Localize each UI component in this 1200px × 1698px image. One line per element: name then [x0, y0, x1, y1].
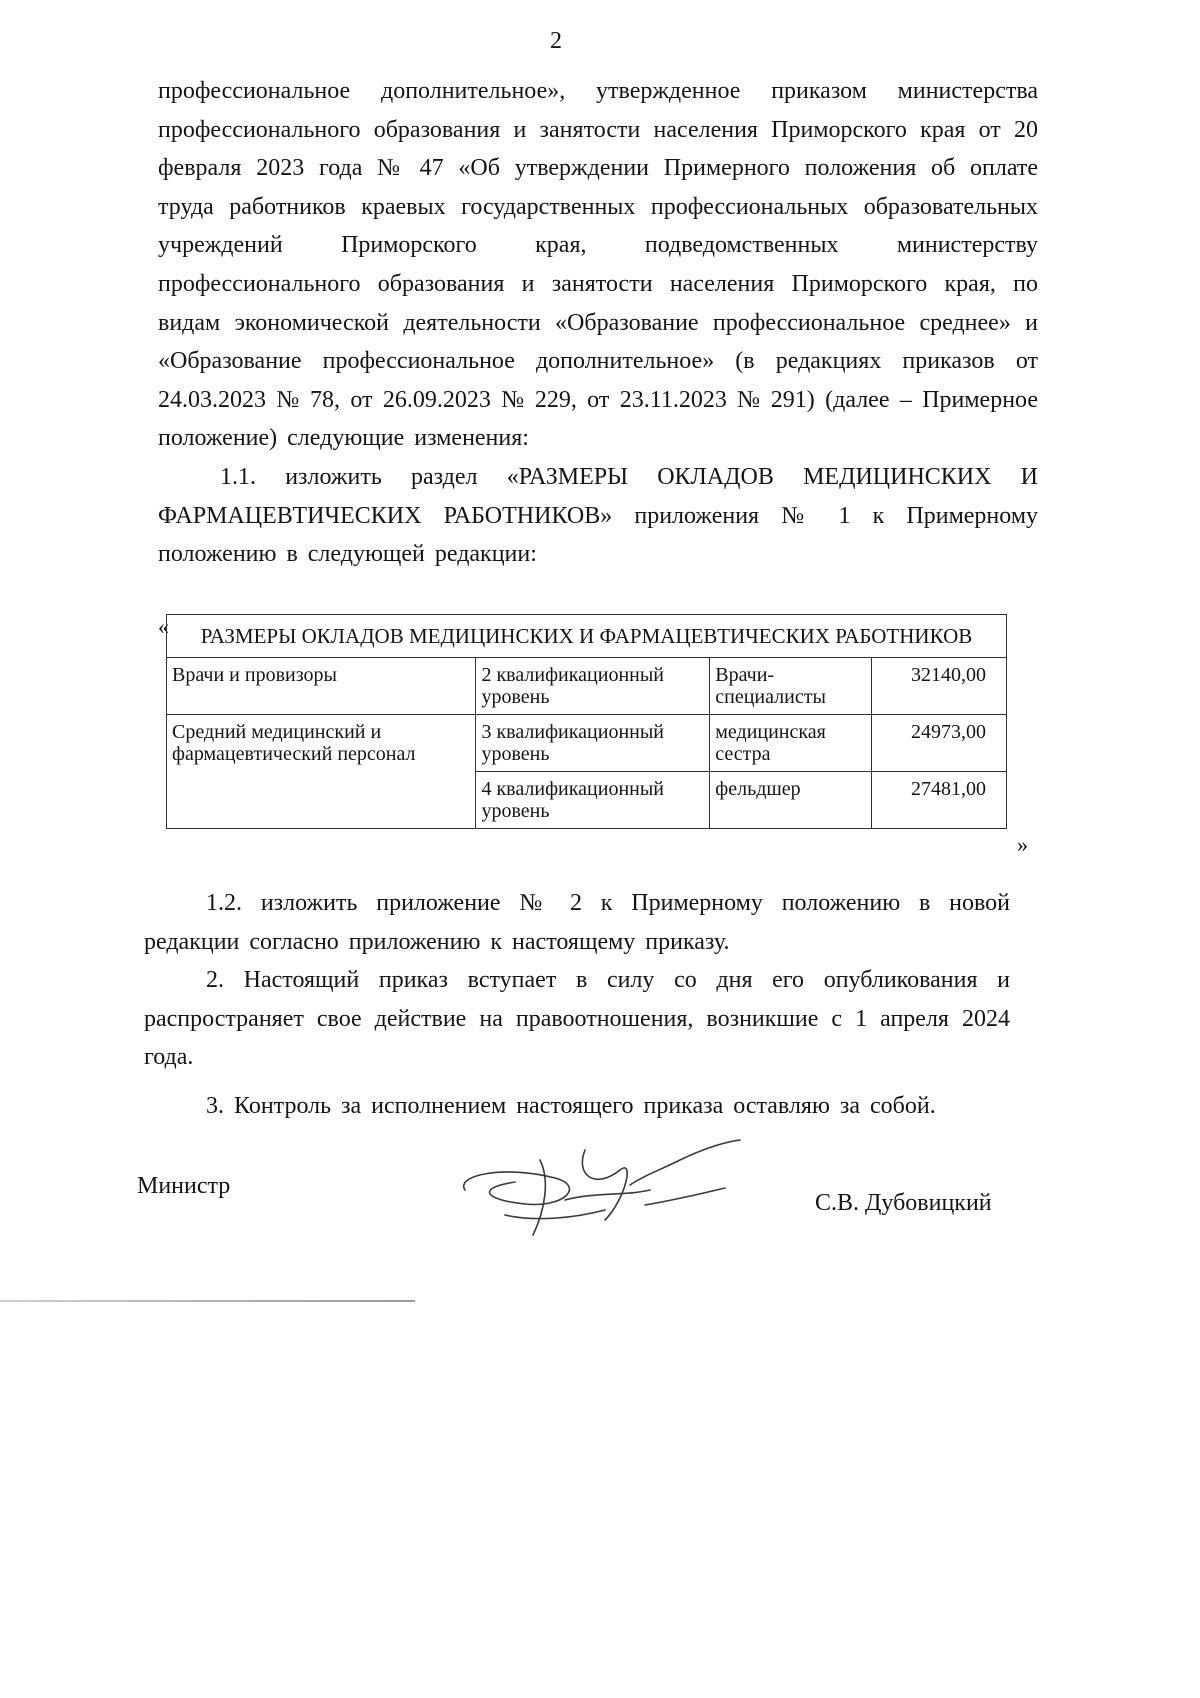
- salary-cell: 27481,00: [872, 772, 1007, 829]
- level-cell: 3 квалификационный уровень: [476, 715, 710, 772]
- table-row: [167, 658, 1007, 715]
- salary-table-block: [158, 614, 1028, 864]
- salary-cell: 24973,00: [872, 715, 1007, 772]
- page-number: 2: [550, 28, 562, 54]
- body-text: [158, 72, 1038, 574]
- closing-text: [144, 884, 1010, 1126]
- position-cell: Врачи-специалисты: [710, 658, 872, 715]
- paragraph-item-1-2: 1.2. изложить приложение № 2 к Примерному положению в новой редакции согласно приложению к настоящему приказу.: [144, 890, 1010, 955]
- salary-cell: 32140,00: [872, 658, 1007, 715]
- group-cell: Врачи и провизоры: [167, 658, 476, 715]
- scan-edge-line: [0, 1300, 415, 1302]
- paragraph-intro: профессиональное дополнительное», утвержденное приказом министерства профессионального образования и занятости населения Приморского края от 20 февраля 2023 года № 47 «Об утверждении Примерного положения об оплате труда работников краевых государственных профессиональных образовательных учреждений Приморского края, подведомственных министерству профессионального образования и занятости населения Приморского края, по видам экономической деятельности «Образование профессиональное среднее» и «Образование профессиональное дополнительное» (в редакциях приказов от 24.03.2023 № 78, от 26.09.2023 № 229, от 23.11.2023 № 291) (далее – Примерное положение) следующие изменения:: [158, 78, 1038, 452]
- signer-position: Министр: [137, 1173, 231, 1199]
- table-row: [167, 715, 1007, 772]
- position-cell: медицинская сестра: [710, 715, 872, 772]
- closing-quote: »: [1017, 832, 1028, 857]
- level-cell: 4 квалификационный уровень: [476, 772, 710, 829]
- paragraph-item-3: 3. Контроль за исполнением настоящего приказа оставляю за собой.: [206, 1092, 936, 1119]
- salary-table: [166, 614, 1007, 829]
- table-title: РАЗМЕРЫ ОКЛАДОВ МЕДИЦИНСКИХ И ФАРМАЦЕВТИЧЕСКИХ РАБОТНИКОВ: [167, 615, 1007, 658]
- level-cell: 2 квалификационный уровень: [476, 658, 710, 715]
- opening-quote: «: [158, 614, 169, 639]
- group-cell: Средний медицинский и фармацевтический персонал: [167, 715, 476, 829]
- handwritten-signature: [445, 1130, 745, 1245]
- paragraph-item-2: 2. Настоящий приказ вступает в силу со дня его опубликования и распространяет свое действие на правоотношения, возникшие с 1 апреля 2024 года.: [144, 967, 1010, 1071]
- paragraph-item-1-1: 1.1. изложить раздел «РАЗМЕРЫ ОКЛАДОВ МЕДИЦИНСКИХ И ФАРМАЦЕВТИЧЕСКИХ РАБОТНИКОВ» приложения № 1 к Примерному положению в следующей редакции:: [158, 463, 1038, 568]
- position-cell: фельдшер: [710, 772, 872, 829]
- signer-name: С.В. Дубовицкий: [815, 1190, 992, 1216]
